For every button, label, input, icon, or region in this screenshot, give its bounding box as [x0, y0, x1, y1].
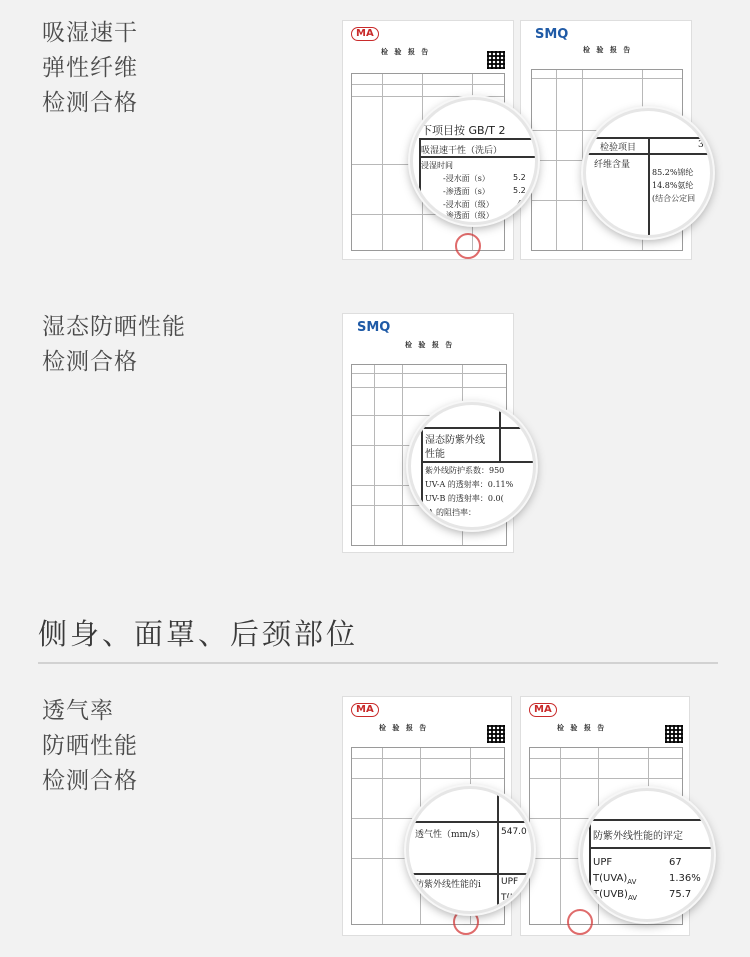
magnifier-5-row-3-label-main: T(UVB): [593, 889, 628, 900]
magnifier-5-row-3-label-sub: AV: [627, 894, 638, 902]
ma-logo-icon: MA: [351, 703, 379, 717]
magnifier-5-row-2-value: 1.36%: [669, 873, 701, 884]
magnifier-1-row-3-value: 4: [517, 199, 523, 208]
section-2-line-2: 检测合格: [42, 349, 138, 375]
section-1-line-2: 弹性纤维: [42, 55, 138, 81]
magnifier-5-row-1-value: 67: [669, 857, 682, 868]
ma-logo-icon: MA: [351, 27, 379, 41]
magnifier-1-row-1-value: 5.2: [513, 173, 526, 182]
section-1-line-1: 吸湿速干: [42, 20, 138, 46]
qr-code-icon: [487, 51, 505, 69]
section-3-line-2: 防晒性能: [42, 733, 138, 759]
magnifier-3-row-1: 紫外线防护系数：950: [425, 466, 505, 475]
magnifier-4-bottom-right: UPF: [501, 877, 519, 887]
section-2-line-1: 湿态防晒性能: [42, 314, 186, 340]
smq-logo-icon: SMQ: [535, 27, 569, 42]
magnifier-1-subtitle: 吸湿速干性（洗后）: [421, 146, 503, 156]
magnifier-4: [406, 786, 534, 914]
magnifier-4-bottom: 防紫外线性能的i: [415, 880, 481, 890]
magnifier-1: [410, 97, 538, 225]
magnifier-2-value-1: 85.2%锦纶: [652, 168, 694, 177]
section-3-label: [42, 694, 138, 799]
section-1-line-3: 检测合格: [42, 90, 138, 116]
report-title: 检 验 报 告: [405, 341, 455, 349]
report-title: 检 验 报 告: [583, 46, 633, 54]
magnifier-1-row-2-value: 5.2: [513, 186, 526, 195]
section-heading: 侧身、面罩、后颈部位: [38, 617, 359, 651]
magnifier-3: [408, 402, 536, 530]
magnifier-1-row-head: 浸湿时间: [421, 161, 453, 170]
magnifier-5-row-2-label-main: T(UVA): [593, 873, 628, 884]
smq-logo-icon: SMQ: [357, 320, 391, 335]
magnifier-5-title: 防紫外线性能的评定: [593, 831, 683, 842]
magnifier-5-row-3-value: 75.7: [669, 889, 692, 900]
magnifier-5-row-2-label: [593, 873, 636, 886]
magnifier-5-row-2-label-sub: AV: [627, 878, 637, 886]
magnifier-4-bottom-right-2: T(U: [501, 893, 517, 903]
magnifier-3-title-1: 湿态防紫外线: [425, 435, 485, 446]
magnifier-5-row-3-label: [593, 889, 637, 902]
section-2-label: [42, 310, 186, 380]
section-3-line-1: 透气率: [42, 698, 114, 724]
magnifier-2-value-3: (结合公定回: [652, 194, 696, 203]
magnifier-3-row-4: -A 的阻挡率：: [425, 508, 477, 517]
magnifier-3-row-2: UV-A 的透射率：0.11%: [425, 480, 514, 489]
magnifier-5-row-1-label: UPF: [593, 857, 613, 868]
report-title: 检 验 报 告: [379, 724, 429, 732]
magnifier-1-row-2-label: -渗透面（s）: [443, 187, 490, 196]
magnifier-4-value: 547.0: [501, 827, 527, 837]
magnifier-1-title: 下项目按 GB/T 2: [421, 124, 506, 137]
stamp-seal-icon: [455, 233, 481, 259]
section-1-label: [42, 16, 138, 121]
magnifier-1-row-4-label: -渗透面（级）: [443, 211, 494, 220]
magnifier-2-item: 纤维含量: [594, 160, 631, 170]
magnifier-2: [583, 108, 713, 238]
magnifier-2-value-2: 14.8%氨纶: [652, 181, 694, 190]
qr-code-icon: [487, 725, 505, 743]
magnifier-1-row-1-label: -浸水面（s）: [443, 174, 490, 183]
magnifier-2-head: 检验项目: [600, 143, 637, 153]
magnifier-2-head-right: 3: [698, 140, 704, 150]
section-divider: [38, 662, 718, 664]
report-title: 检 验 报 告: [557, 724, 607, 732]
magnifier-4-item: 透气性（mm/s）: [415, 830, 485, 840]
magnifier-3-row-3: UV-B 的透射率：0.0(: [425, 494, 504, 503]
magnifier-5: [580, 788, 714, 922]
magnifier-3-title-2: 性能: [425, 449, 445, 460]
section-3-line-3: 检测合格: [42, 768, 138, 794]
report-title: 检 验 报 告: [381, 48, 431, 56]
magnifier-1-row-3-label: -浸水面（级）: [443, 200, 494, 209]
qr-code-icon: [665, 725, 683, 743]
ma-logo-icon: MA: [529, 703, 557, 717]
